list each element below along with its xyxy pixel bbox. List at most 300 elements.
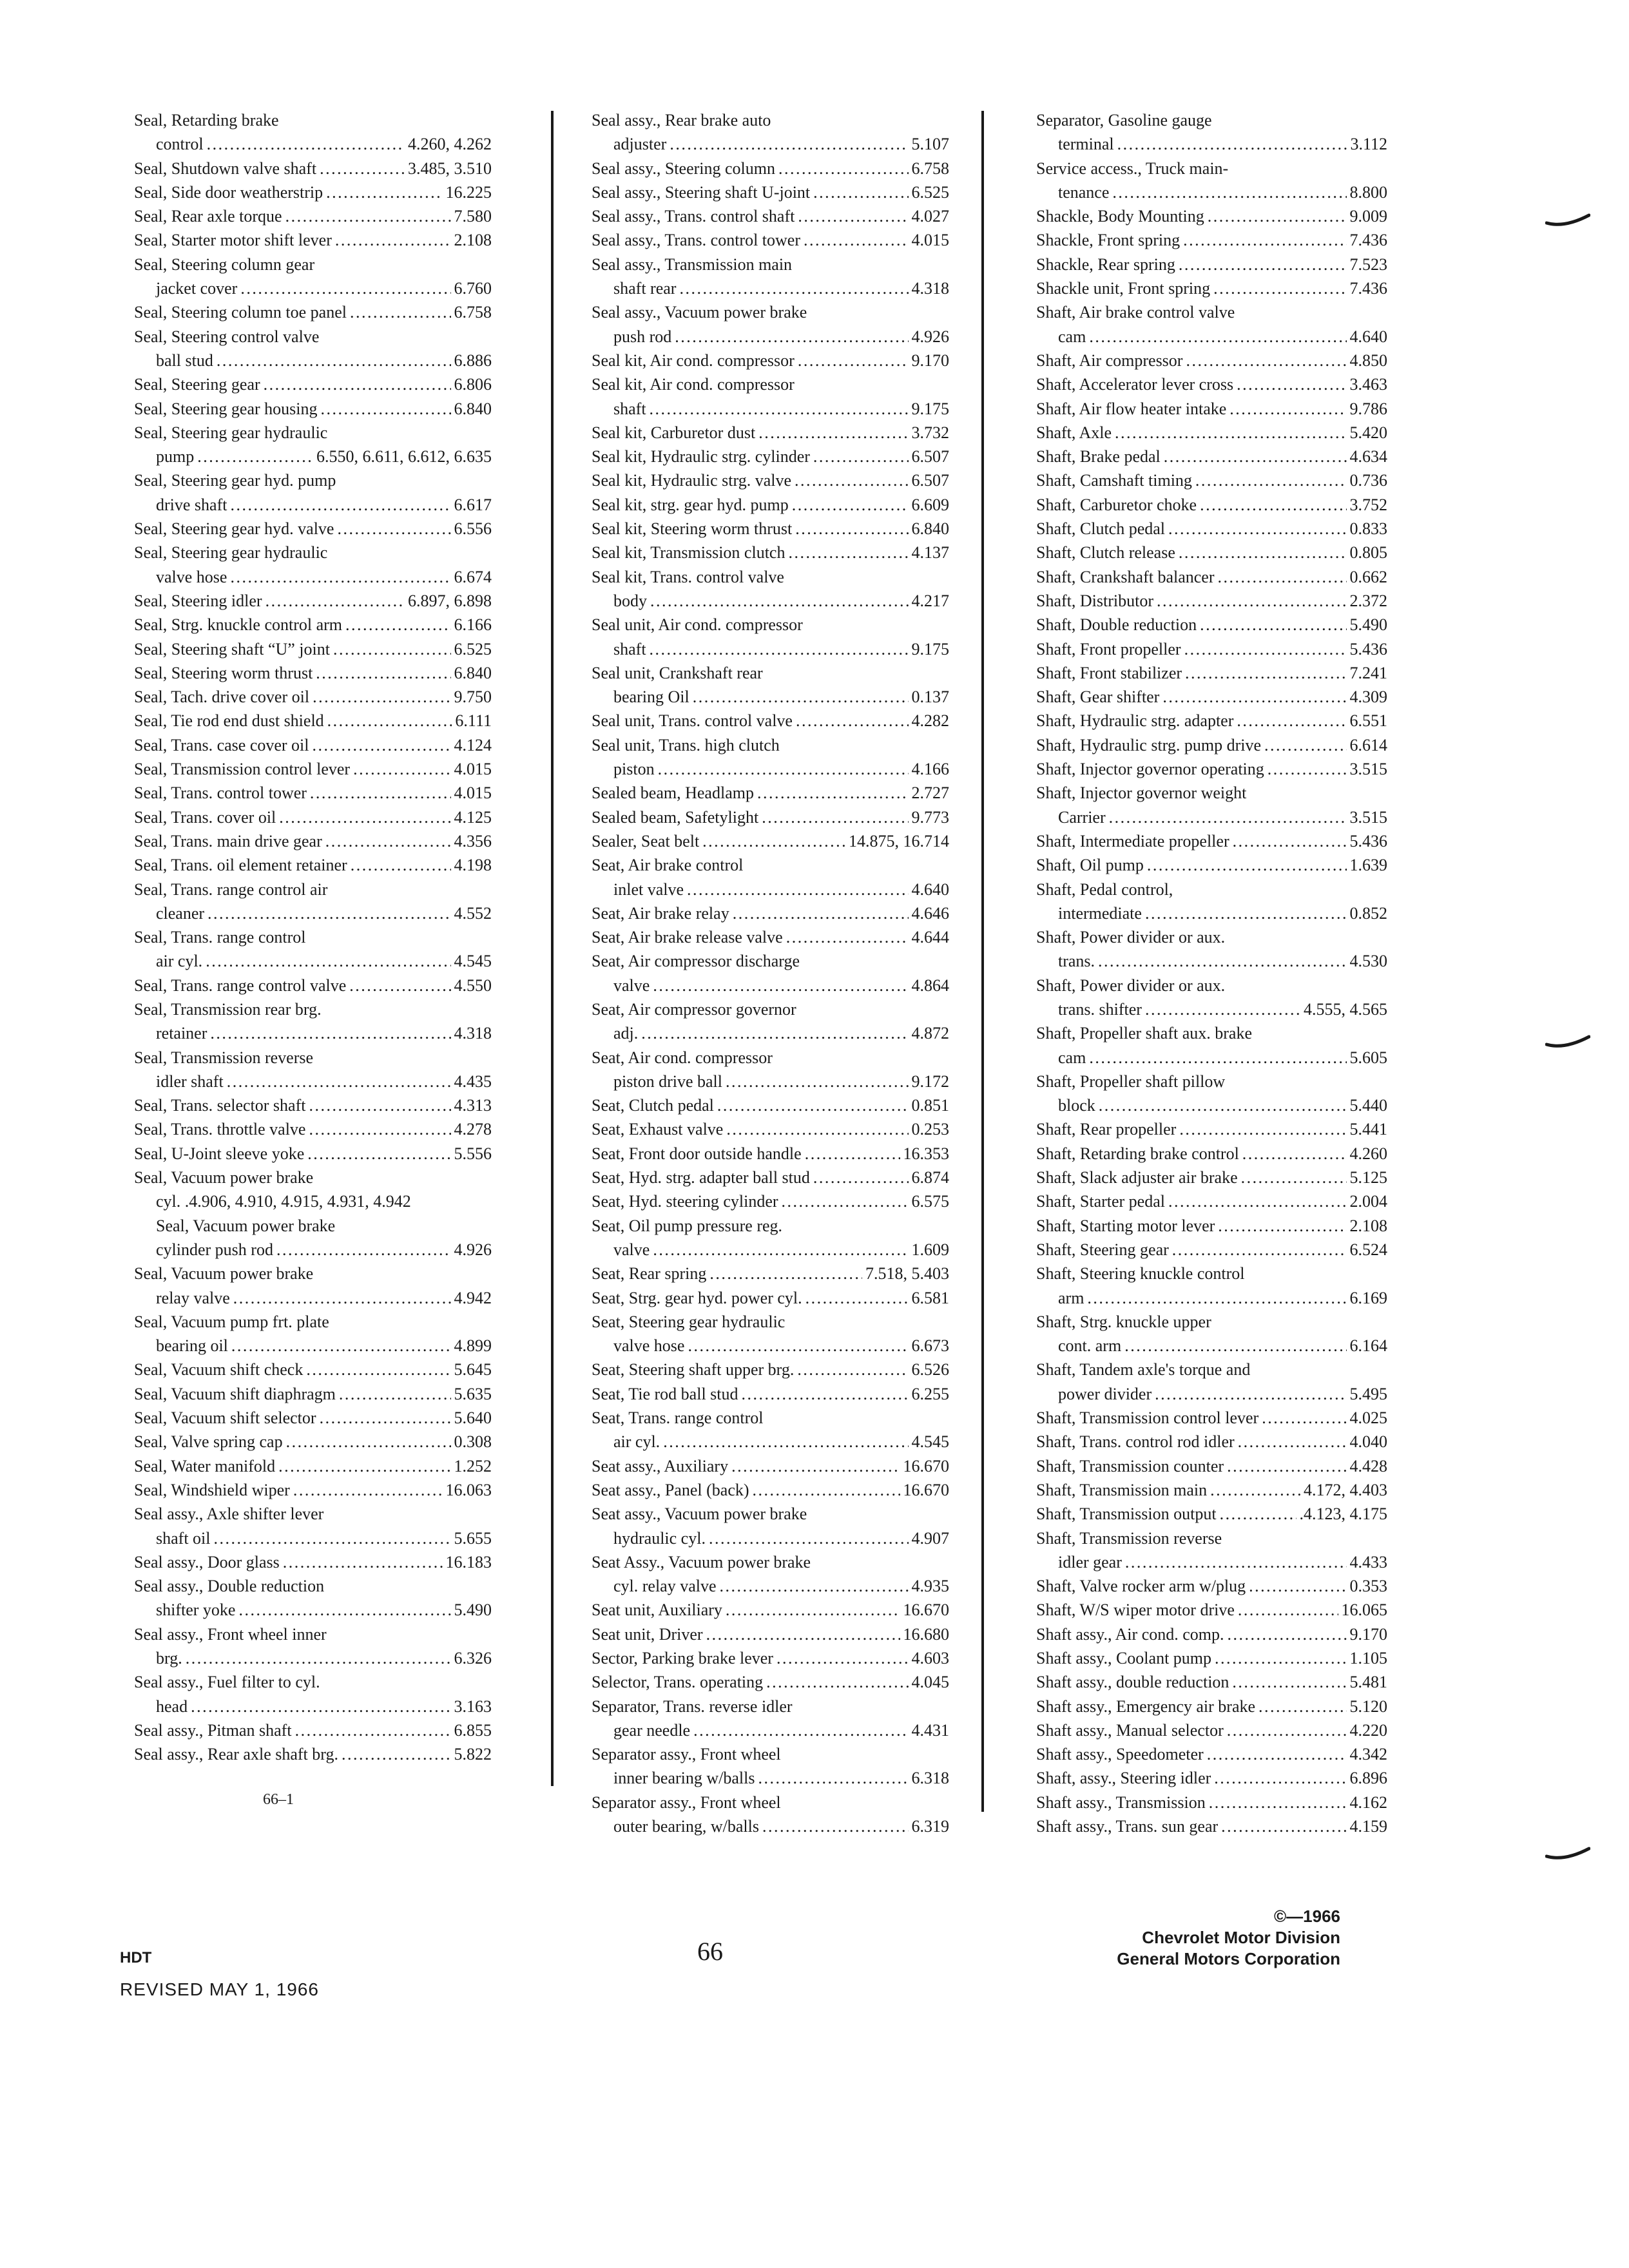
index-column-2: [592, 108, 949, 1838]
dot-leader: [1186, 349, 1346, 372]
entry-text: Seal, Steering idler: [134, 591, 262, 610]
entry-page-ref: 9.175: [911, 399, 949, 418]
dot-leader: [758, 421, 908, 445]
index-entry: [1036, 325, 1387, 349]
dot-leader: [191, 1695, 450, 1718]
dot-leader: [320, 157, 405, 180]
entry-text: Seal kit, Steering worm thrust: [592, 519, 793, 539]
index-entry: [134, 637, 492, 661]
entry-text: Seal, Steering control valve: [134, 327, 320, 346]
entry-text: Seal assy., Door glass: [134, 1552, 280, 1571]
dot-leader: [688, 1334, 908, 1358]
index-entry: [592, 397, 949, 421]
entry-text: Seal, Trans. range control air: [134, 879, 328, 899]
entry-page-ref: 5.120: [1349, 1696, 1387, 1716]
dot-leader: [197, 445, 313, 468]
entry-page-ref: 4.309: [1349, 687, 1387, 707]
dot-leader: [1238, 1430, 1347, 1454]
entry-page-ref: 9.170: [911, 351, 949, 370]
entry-page-ref: 9.175: [911, 639, 949, 658]
index-entry: [1036, 180, 1387, 204]
entry-text: Shaft assy., Coolant pump: [1036, 1649, 1212, 1667]
entry-page-ref: 4.872: [911, 1024, 949, 1043]
index-entry: [592, 1166, 949, 1189]
dot-leader: [1238, 1598, 1338, 1622]
entry-text: Shaft, Air brake control valve: [1036, 303, 1235, 322]
index-entry: [134, 565, 492, 589]
entry-page-ref: 4.907: [911, 1528, 949, 1548]
dot-leader: [762, 805, 908, 829]
index-entry: [134, 1358, 492, 1381]
entry-page-ref: 16.183: [445, 1552, 492, 1571]
dot-leader: [663, 1430, 908, 1454]
index-entry: [592, 1214, 949, 1238]
entry-text: Seal, Trans. main drive gear: [134, 831, 322, 850]
entry-text: Shaft, Propeller shaft aux. brake: [1036, 1024, 1253, 1043]
entry-text: Seal, Side door weatherstrip: [134, 182, 323, 202]
entry-page-ref: 5.645: [454, 1360, 492, 1379]
dot-leader: [1115, 421, 1347, 445]
dot-leader: [792, 493, 909, 517]
index-entry: [1036, 1502, 1387, 1526]
entry-page-ref: 5.125: [1349, 1168, 1387, 1187]
dot-leader: [353, 757, 450, 781]
index-entry: [134, 1142, 492, 1166]
index-entry: [1036, 1646, 1387, 1670]
entry-text: Shackle, Rear spring: [1036, 255, 1175, 274]
entry-page-ref: 4.159: [1349, 1817, 1387, 1836]
entry-page-ref: 4.634: [1349, 447, 1387, 466]
entry-page-ref: 4.137: [911, 543, 949, 562]
dot-leader: [1099, 1093, 1347, 1117]
entry-text: air cyl.: [613, 1432, 660, 1452]
entry-text: Seat, Oil pump pressure reg.: [592, 1216, 783, 1235]
index-entry: [134, 180, 492, 204]
index-entry: [1036, 1742, 1387, 1766]
dot-leader: [313, 685, 450, 709]
dot-leader: [310, 781, 451, 805]
entry-text: Shaft, Air flow heater intake: [1036, 399, 1227, 418]
entry-page-ref: 5.822: [454, 1745, 492, 1764]
entry-page-ref: 5.481: [1349, 1673, 1387, 1692]
dot-leader: [795, 468, 908, 492]
entry-text: Shaft, Gear shifter: [1036, 687, 1160, 707]
dot-leader: [231, 1334, 451, 1358]
index-entry: [592, 1766, 949, 1790]
dot-leader: [1155, 1382, 1346, 1406]
entry-page-ref: 0.253: [911, 1120, 949, 1139]
entry-text: Shaft assy., Emergency air brake: [1036, 1696, 1256, 1716]
index-entry: [134, 228, 492, 252]
entry-page-ref: 4.644: [911, 928, 949, 947]
entry-text: Separator, Trans. reverse idler: [592, 1696, 793, 1716]
entry-text: Seat, Hyd. steering cylinder: [592, 1192, 778, 1211]
index-entry: [592, 1286, 949, 1310]
dot-leader: [1262, 1406, 1346, 1430]
entry-text: Shaft, Propeller shaft pillow: [1036, 1072, 1226, 1091]
entry-page-ref: 6.526: [911, 1360, 949, 1379]
dot-leader: [1162, 685, 1346, 709]
index-entry: [1036, 997, 1387, 1021]
entry-text: Seal, Steering worm thrust: [134, 663, 313, 682]
index-entry: [134, 372, 492, 396]
entry-text: Shaft, Injector governor operating: [1036, 760, 1264, 779]
entry-page-ref: 7.523: [1349, 255, 1387, 274]
index-entry: [134, 325, 492, 349]
index-entry: [1036, 1670, 1387, 1694]
entry-page-ref: 0.851: [911, 1096, 949, 1115]
copyright-block: [1031, 1906, 1340, 1970]
entry-text: Seat, Air cond. compressor: [592, 1048, 773, 1067]
manual-code: HDT: [120, 1949, 152, 1966]
entry-page-ref: 4.342: [1349, 1745, 1387, 1764]
index-entry: [134, 661, 492, 685]
dot-leader: [283, 1550, 443, 1574]
dot-leader: [786, 925, 909, 949]
entry-text: Seal, Trans. range control valve: [134, 975, 347, 995]
entry-page-ref: 6.617: [454, 495, 492, 514]
entry-text: Seal unit, Crankshaft rear: [592, 663, 763, 682]
entry-page-ref: 6.674: [454, 567, 492, 586]
entry-page-ref: 0.805: [1349, 543, 1387, 562]
index-entry: [592, 468, 949, 492]
entry-text: relay valve: [156, 1288, 230, 1307]
entry-text: Shaft, Steering gear: [1036, 1240, 1169, 1259]
entry-page-ref: 4.431: [911, 1720, 949, 1740]
index-entry: [592, 1238, 949, 1262]
index-entry: [592, 1454, 949, 1478]
entry-page-ref: 0.852: [1349, 903, 1387, 923]
dot-leader: [337, 517, 450, 541]
entry-text: shifter yoke: [156, 1600, 236, 1620]
index-entry: [134, 1406, 492, 1430]
index-entry: [1036, 1574, 1387, 1598]
index-entry: [1036, 1142, 1387, 1166]
index-entry: [134, 1502, 492, 1526]
index-entry: [1036, 589, 1387, 613]
entry-page-ref: 4.313: [454, 1096, 492, 1115]
index-entry: [1036, 1382, 1387, 1406]
entry-page-ref: 6.319: [911, 1817, 949, 1836]
entry-page-ref: 6.551: [1349, 711, 1387, 731]
entry-page-ref: 6.525: [911, 182, 949, 202]
dot-leader: [1109, 805, 1347, 829]
entry-text: Seal, Tie rod end dust shield: [134, 711, 324, 731]
dot-leader: [306, 1358, 450, 1381]
index-entry: [1036, 685, 1387, 709]
index-entry: [592, 853, 949, 877]
entry-text: shaft: [613, 399, 646, 418]
dot-leader: [1179, 253, 1347, 276]
index-entry: [134, 1622, 492, 1646]
dot-leader: [653, 974, 908, 997]
index-entry: [592, 253, 949, 276]
dot-leader: [1249, 1574, 1346, 1598]
dot-leader: [1164, 445, 1347, 468]
index-entry: [1036, 1718, 1387, 1742]
dot-leader: [706, 1622, 900, 1646]
dot-leader: [778, 157, 909, 180]
index-entry: [1036, 805, 1387, 829]
entry-text: Seal, Vacuum power brake: [134, 1264, 314, 1283]
entry-page-ref: 4.015: [911, 231, 949, 250]
entry-text: Shaft, Intermediate propeller: [1036, 831, 1229, 850]
entry-text: Seal assy., Vacuum power brake: [592, 303, 807, 322]
index-entry: [592, 541, 949, 564]
entry-page-ref: 6.507: [911, 447, 949, 466]
entry-text: Seal kit, Transmission clutch: [592, 543, 786, 562]
entry-text: Seal, Water manifold: [134, 1456, 276, 1475]
index-entry: [1036, 829, 1387, 853]
entry-text: Shaft, Hydraulic strg. adapter: [1036, 711, 1234, 731]
index-column-3: [1036, 108, 1387, 1838]
page-tag: 66–1: [263, 1791, 294, 1808]
dot-leader: [658, 757, 909, 781]
entry-page-ref: 6.164: [1349, 1336, 1387, 1356]
entry-page-ref: 5.495: [1349, 1384, 1387, 1403]
index-entry: [134, 1526, 492, 1550]
index-entry: [134, 853, 492, 877]
index-entry: [134, 349, 492, 372]
entry-text: Seal, Trans. throttle valve: [134, 1120, 306, 1139]
entry-page-ref: 1.639: [1349, 856, 1387, 875]
dot-leader: [293, 1478, 443, 1502]
index-entry: [592, 709, 949, 733]
entry-page-ref: 6.581: [911, 1288, 949, 1307]
entry-text: Seal, Transmission control lever: [134, 760, 351, 779]
entry-text: Shaft, Strg. knuckle upper: [1036, 1312, 1211, 1331]
index-entry: [592, 1478, 949, 1502]
entry-page-ref: 4.125: [454, 807, 492, 827]
index-entry: [592, 901, 949, 925]
entry-page-ref: 3.752: [1349, 495, 1387, 514]
entry-page-ref: 4.260: [1349, 1144, 1387, 1163]
index-entry: [592, 661, 949, 685]
index-entry: [592, 1189, 949, 1213]
entry-page-ref: 16.063: [445, 1480, 492, 1499]
entry-text: Seal, Steering gear: [134, 375, 260, 394]
dot-leader: [339, 1382, 451, 1406]
entry-text: Separator assy., Front wheel: [592, 1792, 781, 1812]
index-entry: [592, 1358, 949, 1381]
dot-leader: [1214, 1766, 1346, 1790]
entry-text: bearing Oil: [613, 687, 689, 707]
dot-leader: [798, 349, 909, 372]
dot-leader: [733, 901, 909, 925]
entry-text: terminal: [1058, 135, 1114, 154]
entry-text: Shaft, Hydraulic strg. pump drive: [1036, 735, 1262, 754]
dot-leader: [1229, 397, 1346, 421]
index-entry: [134, 805, 492, 829]
entry-text: head: [156, 1696, 188, 1716]
index-entry: [134, 108, 492, 132]
entry-page-ref: 16.670: [903, 1600, 949, 1620]
index-entry: [1036, 925, 1387, 949]
column-divider: [551, 111, 554, 1786]
index-entry: [1036, 661, 1387, 685]
index-entry: [134, 253, 492, 276]
index-entry: [134, 613, 492, 637]
entry-text: Sector, Parking brake lever: [592, 1649, 773, 1667]
entry-text: Shaft, Transmission counter: [1036, 1456, 1224, 1475]
dot-leader: [758, 1766, 909, 1790]
entry-text: cyl. .4.906, 4.910, 4.915, 4.931, 4.942: [156, 1192, 411, 1211]
entry-page-ref: 4.942: [454, 1288, 492, 1307]
entry-page-ref: 6.556: [454, 519, 492, 539]
entry-text: power divider: [1058, 1384, 1152, 1403]
entry-text: brg.: [156, 1649, 182, 1667]
entry-text: Seal, Trans. cover oil: [134, 807, 276, 827]
dot-leader: [333, 637, 451, 661]
entry-page-ref: 6.758: [454, 303, 492, 322]
index-entry: [592, 228, 949, 252]
index-entry: [1036, 733, 1387, 757]
entry-text: idler gear: [1058, 1552, 1122, 1571]
entry-page-ref: 4.545: [911, 1432, 949, 1452]
dot-leader: [286, 1430, 451, 1454]
entry-page-ref: 5.655: [454, 1528, 492, 1548]
index-entry: [592, 997, 949, 1021]
entry-text: Shaft, Trans. control rod idler: [1036, 1432, 1235, 1452]
dot-leader: [788, 541, 908, 564]
index-entry: [134, 300, 492, 324]
entry-page-ref: 2.727: [911, 783, 949, 803]
entry-text: Shaft, Camshaft timing: [1036, 471, 1192, 490]
entry-text: jacket cover: [156, 279, 238, 298]
dot-leader: [641, 1021, 908, 1045]
entry-text: ball stud: [156, 351, 213, 370]
entry-page-ref: 6.614: [1349, 735, 1387, 754]
dot-leader: [1184, 637, 1347, 661]
index-entry: [134, 1189, 492, 1213]
dot-leader: [1227, 1718, 1347, 1742]
copyright-line: ©—1966: [1274, 1907, 1340, 1926]
dot-leader: [1089, 325, 1346, 349]
entry-page-ref: 6.840: [911, 519, 949, 539]
index-entry: [134, 1310, 492, 1334]
dot-leader: [1168, 1189, 1347, 1213]
index-entry: [1036, 517, 1387, 541]
entry-text: Shackle unit, Front spring: [1036, 279, 1211, 298]
dot-leader: [798, 204, 908, 228]
index-entry: [134, 1214, 492, 1238]
entry-page-ref: 4.935: [911, 1577, 949, 1596]
entry-page-ref: 0.833: [1349, 519, 1387, 539]
entry-page-ref: 4.356: [454, 831, 492, 850]
entry-text: Seat, Air compressor governor: [592, 999, 796, 1019]
entry-page-ref: 7.518, 5.403: [865, 1264, 949, 1283]
entry-page-ref: 4.124: [454, 735, 492, 754]
entry-text: trans. shifter: [1058, 999, 1142, 1019]
entry-page-ref: 6.896: [1349, 1769, 1387, 1788]
index-entry: [1036, 1286, 1387, 1310]
dot-leader: [230, 565, 450, 589]
entry-page-ref: 4.603: [911, 1649, 949, 1667]
entry-text: Shaft, Power divider or aux.: [1036, 928, 1226, 947]
index-entry: [134, 132, 492, 156]
dot-leader: [766, 1670, 908, 1694]
entry-page-ref: 4.217: [911, 591, 949, 610]
entry-text: Seal, Valve spring cap: [134, 1432, 283, 1452]
index-entry: [592, 1742, 949, 1766]
entry-page-ref: 0.736: [1349, 471, 1387, 490]
entry-text: Seal assy., Double reduction: [134, 1577, 325, 1596]
entry-text: Seal, Trans. oil element retainer: [134, 856, 347, 875]
dot-leader: [1125, 1550, 1347, 1574]
entry-page-ref: 4.926: [911, 327, 949, 346]
entry-text: Seal, Vacuum shift check: [134, 1360, 304, 1379]
index-entry: [592, 1142, 949, 1166]
index-entry: [134, 685, 492, 709]
entry-text: Shaft, Injector governor weight: [1036, 783, 1247, 803]
corporation-name: General Motors Corporation: [1117, 1949, 1340, 1968]
index-entry: [592, 1791, 949, 1814]
entry-page-ref: 1.105: [1349, 1649, 1387, 1667]
index-entry: [1036, 1622, 1387, 1646]
index-entry: [134, 1574, 492, 1598]
entry-text: Seat assy., Vacuum power brake: [592, 1504, 807, 1524]
entry-page-ref: 4.040: [1349, 1432, 1387, 1452]
index-entry: [592, 1021, 949, 1045]
entry-text: Seal, Steering gear hyd. valve: [134, 519, 334, 539]
entry-text: piston drive ball: [613, 1072, 722, 1091]
dot-leader: [653, 1238, 908, 1262]
entry-page-ref: 6.806: [454, 375, 492, 394]
dot-leader: [805, 1286, 909, 1310]
index-entry: [592, 276, 949, 300]
index-entry: [134, 589, 492, 613]
entry-page-ref: 4.015: [454, 760, 492, 779]
index-entry: [592, 108, 949, 132]
dot-leader: [782, 1189, 909, 1213]
index-entry: [592, 421, 949, 445]
entry-text: bearing oil: [156, 1336, 228, 1356]
entry-text: Seal, Rear axle torque: [134, 207, 282, 226]
entry-text: Seal kit, strg. gear hyd. pump: [592, 495, 789, 514]
entry-page-ref: 4.435: [454, 1072, 492, 1091]
index-entry: [134, 157, 492, 180]
entry-text: Seal, Shutdown valve shaft: [134, 159, 317, 178]
entry-text: Shaft assy., Air cond. comp.: [1036, 1624, 1224, 1644]
entry-text: Shaft, Accelerator lever cross: [1036, 375, 1234, 394]
dot-leader: [285, 204, 451, 228]
index-entry: [592, 1310, 949, 1334]
index-entry: [1036, 1550, 1387, 1574]
entry-page-ref: 7.241: [1349, 663, 1387, 682]
dot-leader: [217, 349, 451, 372]
entry-page-ref: 3.485, 3.510: [408, 159, 492, 178]
margin-check-mark: [1545, 213, 1590, 232]
index-entry: [592, 878, 949, 901]
dot-leader: [1220, 1502, 1296, 1526]
index-entry: [134, 1550, 492, 1574]
entry-page-ref: 6.897, 6.898: [408, 591, 492, 610]
index-entry: [592, 733, 949, 757]
entry-text: Sealer, Seat belt: [592, 831, 700, 850]
dot-leader: [240, 276, 450, 300]
entry-page-ref: 0.137: [911, 687, 949, 707]
dot-leader: [1179, 541, 1347, 564]
entry-page-ref: 0.662: [1349, 567, 1387, 586]
index-entry: [1036, 468, 1387, 492]
index-entry: [1036, 228, 1387, 252]
index-entry: [1036, 781, 1387, 805]
index-entry: [592, 157, 949, 180]
dot-leader: [1168, 517, 1346, 541]
index-entry: [1036, 1454, 1387, 1478]
index-entry: [592, 1117, 949, 1141]
entry-text: cylinder push rod: [156, 1240, 273, 1259]
